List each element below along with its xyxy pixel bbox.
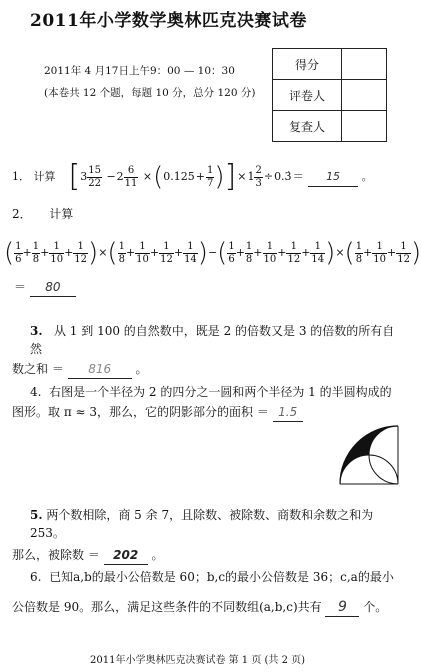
q2-number: 2．	[12, 207, 32, 221]
question-6	[12, 568, 400, 617]
q2-answer: 80	[30, 278, 76, 297]
q3-number: 3.	[30, 324, 43, 338]
q4-number: 4.	[30, 385, 42, 399]
q6-text: 已知a,b的最小公倍数是 60；b,c的最小公倍数是 36；c,a的最小	[49, 570, 394, 584]
q2-equals: ＝	[14, 280, 27, 294]
score-label: 得分	[273, 49, 342, 80]
exam-time: 2011年 4 月17日上午9：00 — 10：30	[44, 65, 235, 77]
q4-answer: 1.5	[273, 403, 303, 422]
q3-period: 。	[135, 362, 148, 376]
q3-text-2: 数之和 ＝	[12, 362, 64, 376]
quarter-circle-figure	[338, 422, 400, 488]
score-cell	[342, 49, 387, 80]
q6-number: 6.	[30, 570, 42, 584]
reviewer-cell	[342, 111, 387, 142]
q6-unit: 个。	[363, 600, 388, 614]
reviewer-label: 复查人	[273, 111, 342, 142]
exam-info	[44, 60, 255, 104]
q1-period: 。	[361, 170, 373, 183]
q6-text-2: 公倍数是 90。那么，满足这些条件的不同数组(a,b,c)共有	[12, 600, 322, 614]
score-table	[272, 48, 387, 142]
q3-text: 从 1 到 100 的自然数中，既是 2 的倍数又是 3 的倍数的所有自然	[30, 324, 395, 356]
grader-cell	[342, 80, 387, 111]
exam-note: (本卷共 12 个题，每题 10 分，总分 120 分)	[44, 87, 256, 99]
question-3	[12, 322, 395, 379]
q2-expression: ( $\frac{1}{6}$ + $\frac{1}{8}$ + $\frac{1}{10}$ + $\frac{1}{12}$ )×( $\frac{1}{8}$ + $\frac{1}{10}$ + $\frac{1}{12}$ + $\frac{1}{14}$ )−( $\frac{1}{6}$ + $\frac{1}{8}$ + $\frac{1}{10}$ + $\frac{1}{12}$ + $\frac{1}{14}$ )×( $\frac{1}{8}$ + $\frac{1}{10}$ + $\frac{1}{12}$ )	[4, 238, 421, 268]
q1-label: 计算	[33, 170, 56, 183]
q6-answer: 9	[325, 598, 359, 617]
q5-text-2: 那么，被除数 ＝	[12, 548, 100, 562]
q1-number: 1．	[12, 170, 30, 183]
q1-answer: 15	[308, 168, 358, 187]
grader-label: 评卷人	[273, 80, 342, 111]
question-4	[12, 383, 400, 422]
page-footer: 2011年小学奥林匹克决赛试卷 第 1 页 (共 2 页)	[90, 655, 306, 666]
question-5	[12, 506, 400, 565]
q5-number: 5.	[30, 508, 43, 522]
q4-text: 右图是一个半径为 2 的四分之一圆和两个半径为 1 的半圆构成的	[49, 385, 392, 399]
q5-period: 。	[151, 548, 164, 562]
q5-answer: 202	[104, 546, 148, 565]
q2-answer-line	[14, 278, 76, 297]
q1-expression: [3 $\frac{15}{22}$ −2 $\frac{6}{11}$ ×(0.125+ $\frac{1}{7}$ )]×1 $\frac{2}{3}$ ÷0.3̇＝	[68, 159, 304, 194]
q5-text: 两个数相除，商 5 余 7，且除数、被除数、商数和余数之和为 253。	[30, 508, 374, 540]
exam-title: 2011年小学数学奥林匹克决赛试卷	[30, 11, 307, 31]
q4-text-2: 图形。取 π ≈ 3，那么，它的阴影部分的面积 ＝	[12, 405, 269, 419]
q3-answer: 816	[68, 360, 132, 379]
question-1	[12, 159, 373, 194]
q2-label: 计算	[49, 207, 74, 221]
question-2	[12, 205, 73, 223]
